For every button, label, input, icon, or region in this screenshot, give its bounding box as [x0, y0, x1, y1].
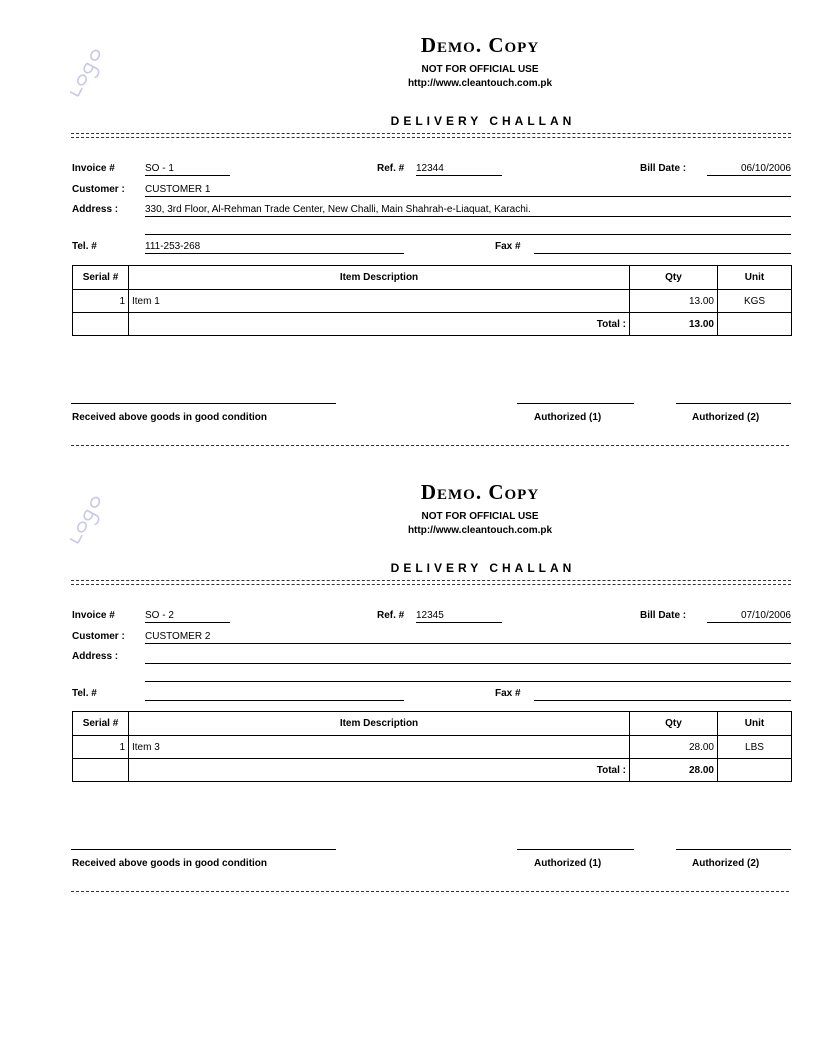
cut-line	[71, 891, 789, 892]
total-qty: 28.00	[630, 759, 718, 782]
address-line-2	[145, 234, 791, 235]
item-qty: 28.00	[630, 736, 718, 759]
items-table	[72, 711, 792, 782]
col-qty-header: Qty	[630, 266, 718, 290]
col-serial-header: Serial #	[73, 266, 129, 290]
table-row	[73, 290, 792, 313]
challan-1	[0, 30, 816, 470]
table-row	[73, 736, 792, 759]
col-serial-header: Serial #	[73, 712, 129, 736]
item-qty: 13.00	[630, 290, 718, 313]
address-label: Address :	[72, 204, 119, 215]
invoice-number: SO - 2	[145, 609, 230, 623]
authorized-1-label: Authorized (1)	[534, 858, 602, 869]
bill-date-value: 06/10/2006	[707, 162, 791, 176]
not-official-notice: NOT FOR OFFICIAL USE	[421, 511, 539, 522]
item-unit: LBS	[718, 736, 792, 759]
tel-label: Tel. #	[72, 688, 97, 699]
cut-line	[71, 445, 789, 446]
authorized-2-signature-line	[676, 403, 791, 404]
col-description-header: Item Description	[129, 712, 630, 736]
tel-number	[145, 687, 404, 701]
fax-label: Fax #	[495, 688, 521, 699]
col-unit-header: Unit	[718, 712, 792, 736]
customer-name: CUSTOMER 1	[145, 183, 791, 197]
delivery-challan-heading: DELIVERY CHALLAN	[390, 114, 576, 128]
delivery-challan-heading: DELIVERY CHALLAN	[390, 561, 576, 575]
header-divider	[71, 133, 791, 138]
address-label: Address :	[72, 651, 119, 662]
item-unit: KGS	[718, 290, 792, 313]
demo-copy-title: Demo. Copy	[420, 33, 540, 57]
fax-label: Fax #	[495, 241, 521, 252]
challan-2	[0, 477, 816, 917]
ref-label: Ref. #	[377, 163, 405, 174]
customer-name: CUSTOMER 2	[145, 630, 791, 644]
invoice-label: Invoice #	[72, 163, 115, 174]
fax-number	[534, 687, 791, 701]
header-divider	[71, 580, 791, 585]
ref-number: 12345	[416, 609, 502, 623]
ref-number: 12344	[416, 162, 502, 176]
bill-date-value: 07/10/2006	[707, 609, 791, 623]
address-line-1	[145, 650, 791, 664]
total-qty: 13.00	[630, 313, 718, 336]
invoice-label: Invoice #	[72, 610, 115, 621]
table-header-row	[73, 712, 792, 736]
tel-number: 111-253-268	[145, 240, 404, 254]
items-table	[72, 265, 792, 336]
authorized-1-signature-line	[517, 403, 634, 404]
customer-label: Customer :	[72, 631, 125, 642]
total-row	[73, 313, 792, 336]
item-serial: 1	[73, 736, 129, 759]
authorized-1-label: Authorized (1)	[534, 412, 602, 423]
receiver-signature-line	[71, 403, 336, 404]
total-label: Total :	[129, 313, 630, 336]
authorized-2-label: Authorized (2)	[692, 412, 760, 423]
address-line-1: 330, 3rd Floor, Al-Rehman Trade Center, New Challi, Main Shahrah-e-Liaquat, Karachi.	[145, 203, 791, 217]
authorized-2-signature-line	[676, 849, 791, 850]
invoice-number: SO - 1	[145, 162, 230, 176]
received-goods-text: Received above goods in good condition	[72, 858, 268, 869]
col-unit-header: Unit	[718, 266, 792, 290]
bill-date-label: Bill Date :	[640, 610, 687, 621]
logo-watermark	[70, 481, 160, 551]
ref-label: Ref. #	[377, 610, 405, 621]
table-header-row	[73, 266, 792, 290]
item-description: Item 1	[129, 290, 630, 313]
demo-copy-title: Demo. Copy	[420, 480, 540, 504]
item-serial: 1	[73, 290, 129, 313]
authorized-1-signature-line	[517, 849, 634, 850]
company-url: http://www.cleantouch.com.pk	[407, 525, 553, 536]
authorized-2-label: Authorized (2)	[692, 858, 760, 869]
bill-date-label: Bill Date :	[640, 163, 687, 174]
company-url: http://www.cleantouch.com.pk	[407, 78, 553, 89]
col-qty-header: Qty	[630, 712, 718, 736]
tel-label: Tel. #	[72, 241, 97, 252]
col-description-header: Item Description	[129, 266, 630, 290]
address-line-2	[145, 681, 791, 682]
customer-label: Customer :	[72, 184, 125, 195]
item-description: Item 3	[129, 736, 630, 759]
logo-watermark	[70, 34, 160, 104]
fax-number	[534, 240, 791, 254]
received-goods-text: Received above goods in good condition	[72, 412, 268, 423]
total-label: Total :	[129, 759, 630, 782]
not-official-notice: NOT FOR OFFICIAL USE	[421, 64, 539, 75]
total-row	[73, 759, 792, 782]
receiver-signature-line	[71, 849, 336, 850]
